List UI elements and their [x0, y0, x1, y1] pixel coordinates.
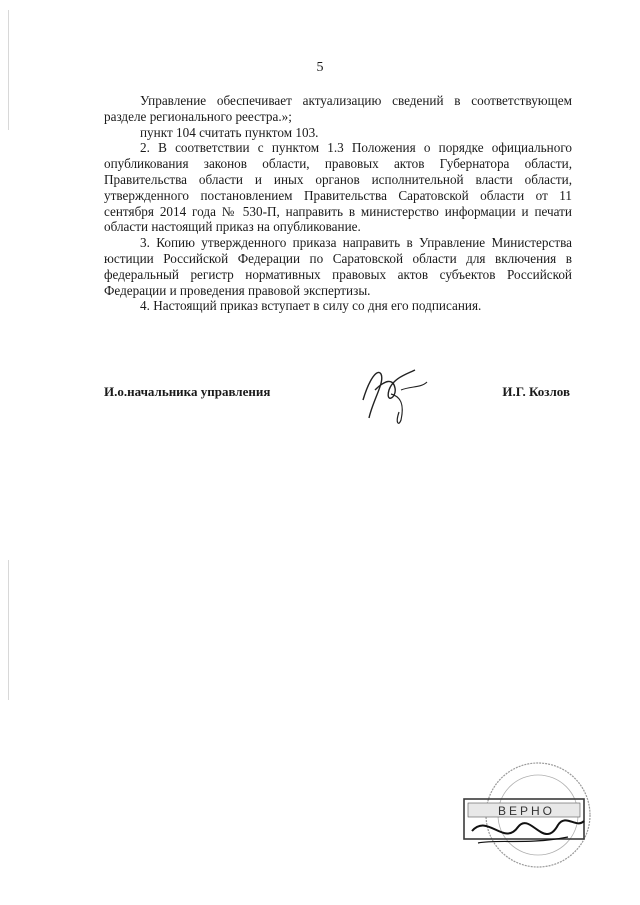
handwritten-signature	[355, 360, 435, 430]
svg-text:ВЕРНО: ВЕРНО	[498, 804, 556, 818]
paragraph-registry-update: Управление обеспечивает актуализацию сведений в соответствующем разделе регионального реестра.»;	[104, 93, 572, 124]
verification-stamp	[458, 755, 598, 875]
paragraph-publication: 2. В соответствии с пунктом 1.3 Положения о порядке официального опубликования законов области, правовых актов Губернатора области, Правительства области и иных органов исполнительной власти области, утвержденного постановлением Правительства Саратовской области от 11 сентября 2014 года № 530-П, направить в министерство информации и печати области настоящий приказ на опубликование.	[104, 140, 572, 235]
paragraph-item-renumber: пункт 104 считать пунктом 103.	[140, 124, 319, 140]
document-body	[104, 93, 572, 314]
page-number: 5	[316, 60, 324, 75]
paragraph-effective-date: 4. Настоящий приказ вступает в силу со дня его подписания.	[140, 298, 482, 314]
paragraph-justice-ministry: 3. Копию утвержденного приказа направить в Управление Министерства юстиции Российской Федерации по Саратовской области для включения в федеральный регистр нормативных правовых актов субъектов Российской Федерации и проведения правовой экспертизы.	[104, 235, 572, 298]
signatory-name: И.Г. Козлов	[502, 384, 570, 399]
signatory-role: И.о.начальника управления	[104, 384, 271, 399]
scan-margin-mark	[8, 560, 9, 700]
